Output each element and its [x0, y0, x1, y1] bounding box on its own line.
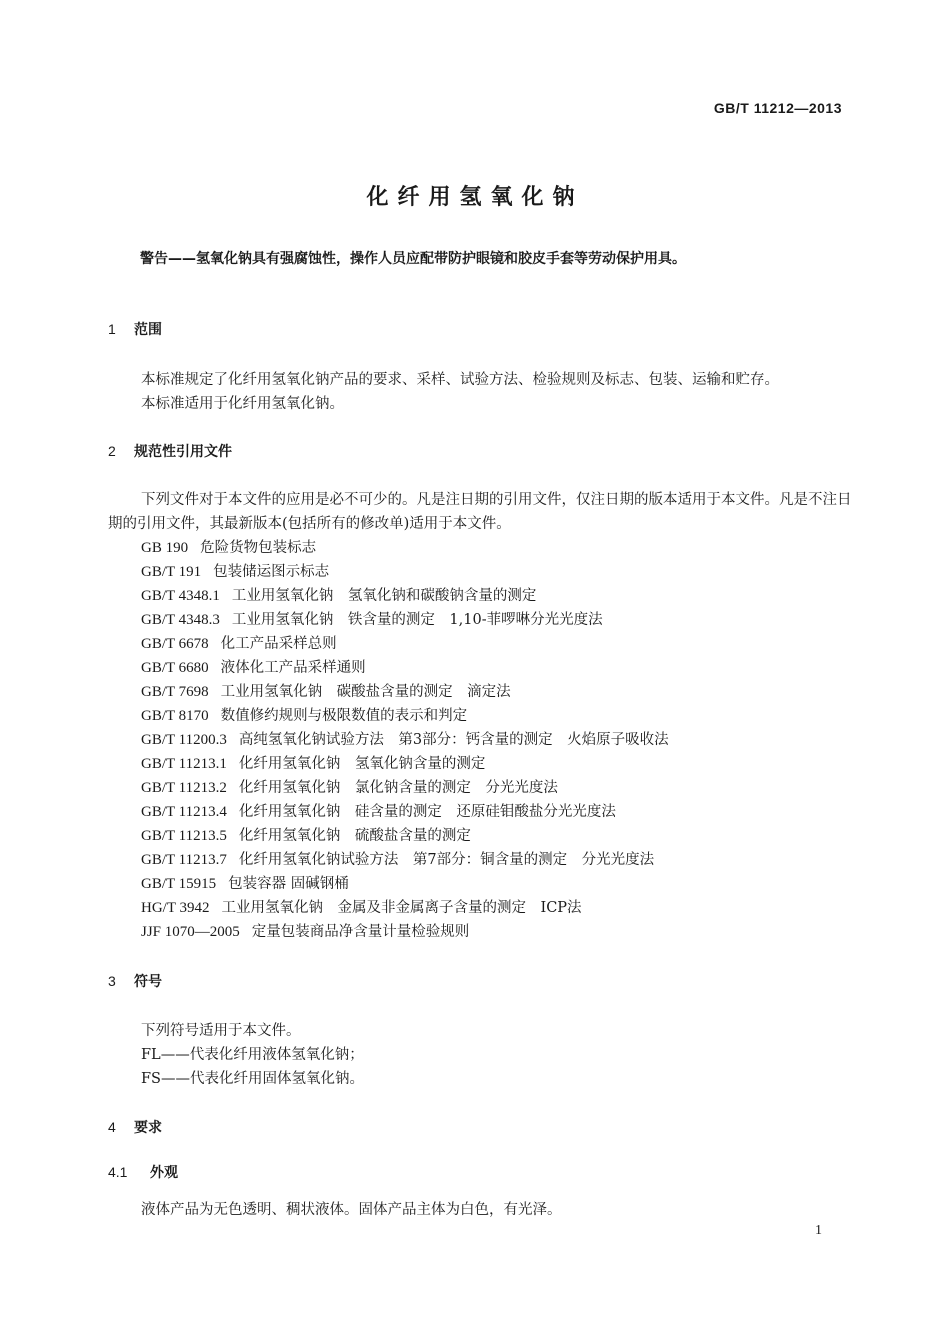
- reference-name: 液体化工产品采样通则: [220, 660, 366, 676]
- reference-list: [141, 536, 669, 944]
- standard-code: GB/T 11212—2013: [713, 100, 842, 116]
- reference-name: 危险货物包装标志: [200, 540, 317, 556]
- section-number: 1: [108, 321, 116, 337]
- reference-name: 高纯氢氧化钠试验方法 第3部分：钙含量的测定 火焰原子吸收法: [238, 732, 669, 748]
- reference-name: 数值修约规则与极限数值的表示和判定: [220, 708, 468, 724]
- scope-paragraph-1: 本标准规定了化纤用氢氧化钠产品的要求、采样、试验方法、检验规则及标志、包装、运输和贮存。: [141, 372, 779, 388]
- reference-code: GB/T 15915: [141, 876, 217, 892]
- reference-code: GB/T 11213.2: [141, 780, 227, 796]
- reference-name: 工业用氢氧化钠 铁含量的测定 1,10-菲啰啉分光光度法: [231, 612, 603, 628]
- reference-name: 化工产品采样总则: [220, 636, 337, 652]
- symbol-fs: FS——代表化纤用固体氢氧化钠。: [141, 1071, 364, 1087]
- reference-item: [141, 536, 669, 560]
- appearance-paragraph: 液体产品为无色透明、稠状液体。固体产品主体为白色，有光泽。: [141, 1202, 562, 1218]
- section-title: 要求: [134, 1120, 162, 1136]
- reference-item: [141, 680, 669, 704]
- reference-item: [141, 704, 669, 728]
- scope-paragraph-2: 本标准适用于化纤用氢氧化钠。: [141, 396, 344, 412]
- section-number: 2: [108, 443, 116, 459]
- reference-item: [141, 776, 669, 800]
- page-number: 1: [815, 1223, 822, 1238]
- reference-code: GB/T 6678: [141, 636, 209, 652]
- reference-name: 包装储运图示标志: [213, 564, 330, 580]
- reference-item: [141, 920, 669, 944]
- reference-code: GB/T 11213.1: [141, 756, 227, 772]
- reference-code: GB/T 191: [141, 564, 202, 580]
- reference-name: 化纤用氢氧化钠试验方法 第7部分：铜含量的测定 分光光度法: [238, 852, 655, 868]
- reference-item: [141, 608, 669, 632]
- subsection-4-1-heading: [108, 1162, 178, 1182]
- reference-name: 工业用氢氧化钠 氢氧化钠和碳酸钠含量的测定: [231, 588, 537, 604]
- reference-code: GB/T 11213.7: [141, 852, 227, 868]
- section-3-heading: [108, 971, 162, 991]
- reference-name: 化纤用氢氧化钠 氢氧化钠含量的测定: [238, 756, 486, 772]
- reference-name: 工业用氢氧化钠 碳酸盐含量的测定 滴定法: [220, 684, 511, 700]
- reference-code: JJF 1070—2005: [141, 924, 240, 940]
- reference-code: GB/T 4348.3: [141, 612, 220, 628]
- reference-code: GB/T 6680: [141, 660, 209, 676]
- reference-item: [141, 656, 669, 680]
- normative-references-intro: 下列文件对于本文件的应用是必不可少的。凡是注日期的引用文件，仅注日期的版本适用于本文件。凡是不注日期的引用文件，其最新版本(包括所有的修改单)适用于本文件。: [108, 492, 852, 532]
- reference-item: [141, 872, 669, 896]
- subsection-number: 4.1: [108, 1164, 128, 1180]
- symbol-fl: FL——代表化纤用液体氢氧化钠；: [141, 1047, 364, 1063]
- reference-name: 化纤用氢氧化钠 硫酸盐含量的测定: [238, 828, 471, 844]
- reference-code: GB/T 11213.4: [141, 804, 227, 820]
- reference-code: HG/T 3942: [141, 900, 210, 916]
- section-4-heading: [108, 1117, 162, 1137]
- reference-item: [141, 560, 669, 584]
- reference-code: GB/T 11213.5: [141, 828, 227, 844]
- document-title: 化纤用氢氧化钠: [366, 185, 584, 210]
- reference-code: GB/T 7698: [141, 684, 209, 700]
- reference-name: 化纤用氢氧化钠 硅含量的测定 还原硅钼酸盐分光光度法: [238, 804, 616, 820]
- warning-statement: 警告——氢氧化钠具有强腐蚀性，操作人员应配带防护眼镜和胶皮手套等劳动保护用具。: [140, 251, 686, 267]
- reference-item: [141, 896, 669, 920]
- reference-item: [141, 800, 669, 824]
- section-title: 规范性引用文件: [134, 444, 232, 460]
- reference-code: GB/T 4348.1: [141, 588, 220, 604]
- section-title: 符号: [134, 974, 162, 990]
- reference-name: 包装容器 固碱钢桶: [228, 876, 349, 892]
- reference-code: GB 190: [141, 540, 189, 556]
- reference-item: [141, 584, 669, 608]
- reference-code: GB/T 11200.3: [141, 732, 227, 748]
- reference-name: 化纤用氢氧化钠 氯化钠含量的测定 分光光度法: [238, 780, 558, 796]
- section-number: 3: [108, 973, 116, 989]
- reference-item: [141, 848, 669, 872]
- reference-code: GB/T 8170: [141, 708, 209, 724]
- reference-item: [141, 824, 669, 848]
- reference-name: 定量包装商品净含量计量检验规则: [251, 924, 470, 940]
- reference-name: 工业用氢氧化钠 金属及非金属离子含量的测定 ICP法: [221, 900, 582, 916]
- reference-item: [141, 752, 669, 776]
- section-2-heading: [108, 441, 232, 461]
- reference-item: [141, 728, 669, 752]
- subsection-title: 外观: [150, 1165, 178, 1181]
- symbols-intro: 下列符号适用于本文件。: [141, 1023, 301, 1039]
- reference-item: [141, 632, 669, 656]
- section-1-heading: [108, 319, 162, 339]
- section-title: 范围: [134, 322, 162, 338]
- section-number: 4: [108, 1119, 116, 1135]
